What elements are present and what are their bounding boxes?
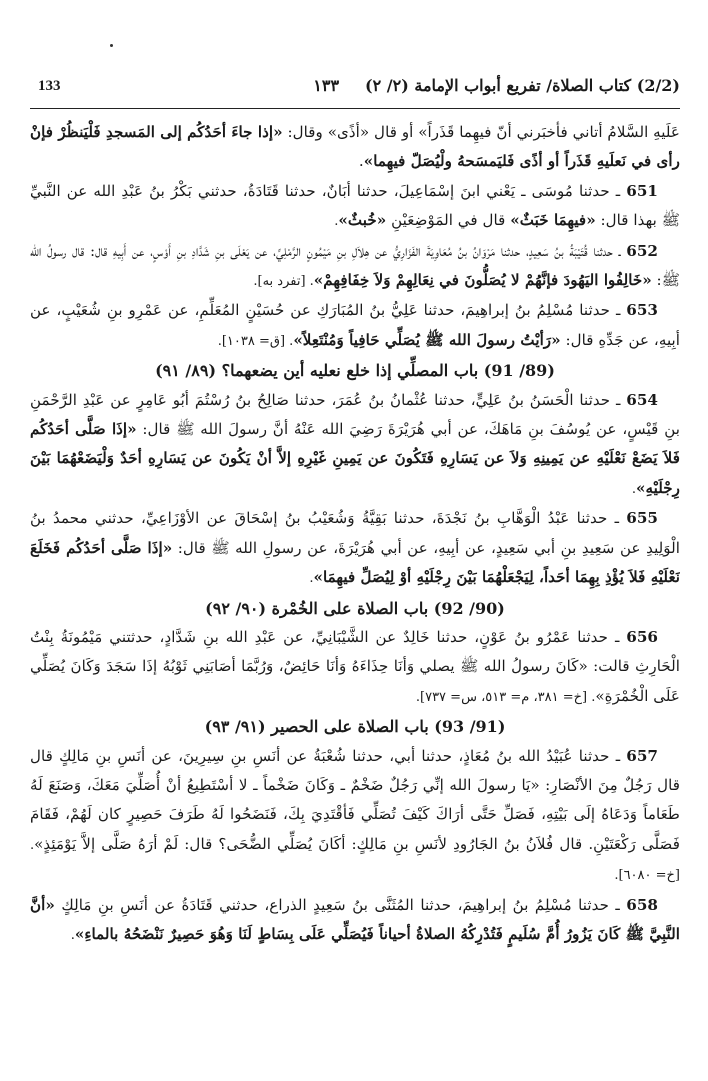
chapter-heading: (91/ 93) باب الصلاة على الحصير (٩١/ ٩٣) [204, 717, 506, 737]
hadith-paragraph [30, 891, 680, 951]
header-right [313, 76, 680, 95]
hadith-paragraph [30, 237, 680, 297]
hadith-matn: «فيهِمَا خَبَثٌ» [510, 211, 596, 230]
hadith-paragraph [30, 386, 680, 505]
hadith-group-3 [30, 623, 680, 712]
scan-mark [110, 44, 113, 47]
page-number-arabic: ١٣٣ [313, 76, 340, 95]
hadith-matn: «رَأيْتُ رسولَ الله ﷺ يُصَلِّي حَافِياً وَمُنْتَعِلاً» [293, 330, 561, 349]
continuation-text: عَلَيهِ السَّلامُ أتاني فأخبَرني أنّ فيهِما قَذَراً» أو قال «أذًى» وقال: [282, 123, 680, 141]
hadith-number: 651 [626, 181, 658, 200]
page-body [30, 118, 680, 1067]
hadith-number: 652 [626, 241, 658, 260]
page-number-latin: 133 [38, 78, 61, 94]
running-header [30, 74, 680, 109]
hadith-reference: . [خ= ٦٠٨٠]. [30, 837, 680, 884]
hadith-matn: «خُبثٌ» [338, 211, 387, 230]
continuation-quote: «إذا جاءَ أحَدُكُم إلى المَسجدِ فَلْيَنظُرْ فإنْ رأى في نَعلَيهِ قَذَراً أو أذًى فَليَمسَحهُ ولْيُصَلّ فيهِما» [30, 123, 680, 171]
hadith-reference: . [309, 571, 314, 587]
hadith-isnad: ـ حدثنا عُبَيْدُ الله بنُ مُعَاذٍ، حدثنا أبي، حدثنا شُعْبَةُ عن أنَسِ بنِ سِيرِينَ، عن أنَسِ بنِ مَالِكٍ قال قال رَجُلٌ مِنَ الأنْصَارِ: «يَا رسولَ الله إنِّي رَجُلٌ ضَخْمٌ ـ وَكَانَ ضَخْماً ـ لا أسْتَطِيعُ أنْ أُصَلِّيَ مَعَكَ، وَصَنَعَ لَهُ طَعَاماً وَدَعَاهُ إلَى بَيْتِهِ، فَصَلِّ حَتَّى أرَاكَ كَيْفَ تُصَلِّي فَأقْتَدِيَ بِكَ، فَنَضَحُوا لَهُ طَرَفَ حَصِيرٍ كان لَهُمْ، فَقَامَ فَصَلَّى رَكْعَتَيْنِ. قال فُلاَنُ بنُ الجَارُودِ لأنَسِ بنِ مَالِكٍ: أكَانَ يُصَلِّي الضُّحَى؟ قال: لَمْ أرَهُ صَلَّى إلاَّ يَوْمَئِذٍ» [30, 746, 680, 853]
hadith-number: 655 [626, 509, 658, 528]
continuation-paragraph [30, 118, 680, 177]
hadith-paragraph [30, 742, 680, 891]
hadith-number: 656 [626, 627, 658, 646]
hadith-matn: «أنَّ النَّبِيَّ ﷺ كَانَ يَزُورُ أُمَّ سُلَيمٍ فَتُدْرِكُهُ الصلاةُ أحياناً فَيُصَلِّي عَلَى بِسَاطٍ لَنَا وَهُوَ حَصِيرٌ نَنْضَحُهُ بالماءِ» [30, 895, 680, 943]
hadith-text: قال في المَوْضِعَيْنِ [386, 211, 511, 230]
hadith-isnad: ـ حدثنا مُوسَى ـ يَعْني ابنَ إسْمَاعِيلَ، حدثنا أبَانٌ، حدثنا قَتَادَةُ، حدثني بَكْرُ بنُ عَبْدِ الله عن النَّبيِّ ﷺ بهذا قال: [30, 181, 680, 230]
hadith-matn: «خَالِفُوا اليَهُودَ فإنَّهُمْ لا يُصَلُّونَ في نِعَالِهِمْ وَلاَ خِفَافِهِمْ» [313, 271, 652, 290]
hadith-reference: . [تفرد به]. [253, 274, 314, 290]
hadith-group-1 [30, 177, 680, 356]
hadith-reference: . [334, 214, 339, 230]
hadith-reference: . [ق= ١٠٣٨]. [217, 333, 294, 349]
hadith-reference: . [631, 481, 637, 497]
hadith-isnad: ـ حدثنا قُتَيْبَةُ بنُ سَعِيدٍ، حدثنا مَرْوَانُ بنُ مُعَاوِيَةَ الفَزَارِيُّ عن هِلاَلِ بنِ مَيْمُونٍ الرَّمْلِيِّ، عن يَعْلَى بنِ شَدَّادِ بنِ أَوْسٍ، عن أَبِيهِ قال: قال رسولُ الله ﷺ: [30, 241, 680, 290]
hadith-group-4 [30, 742, 680, 951]
hadith-isnad: ـ حدثنا مُسْلِمُ بنُ إبراهِيمَ، حدثنا المُثَنَّى بنُ سَعِيدٍ الذراع، حدثني قَتَادَةُ عن أنَسِ بنِ مَالِكٍ [54, 895, 627, 914]
chapter-heading: (89/ 91) باب المصلِّي إذا خلع نعليه أين يضعهما؟ (٨٩/ ٩١) [155, 361, 555, 381]
hadith-isnad: ـ حدثنا عَبْدُ الْوَهَّابِ بنُ نَجْدَةَ، حدثنا بَقِيَّةُ وَشُعَيْبُ بنُ إسْحَاقَ عن الأوْزَاعِيِّ، حدثني محمدُ بنُ الْوَلِيدِ عن سَعِيدِ بنِ أبي سَعِيدٍ، عن أبِيهِ، عن أبي هُرَيْرَةَ، عن رسولِ الله ﷺ قال: [30, 509, 680, 557]
hadith-number: 654 [626, 390, 658, 409]
hadith-number: 657 [626, 746, 658, 765]
hadith-group-2 [30, 386, 680, 594]
hadith-paragraph [30, 504, 680, 593]
hadith-paragraph [30, 623, 680, 712]
header-title: (2/2) كتاب الصلاة/ تفريع أبواب الإمامة (٢/ ٢) [365, 76, 680, 95]
hadith-number: 653 [626, 301, 658, 320]
hadith-isnad: ـ حدثنا مُسْلِمُ بنُ إبراهِيمَ، حدثنا عَلِيُّ بنُ المُبَارَكِ عن حُسَيْنٍ المُعَلِّمِ، عن عَمْرِو بنِ شُعَيْبٍ، عن أبِيهِ، عن جَدِّهِ قال: [30, 301, 680, 349]
hadith-reference: . [70, 927, 75, 943]
hadith-isnad: ـ حدثنا عَمْرُو بنُ عَوْنٍ، حدثنا خَالِدٌ عن الشَّيْبَانِيِّ، عن عَبْدِ الله بنِ شَدَّادٍ، حدثتني مَيْمُونَةُ بِنْتُ الْحَارِثِ قالت: «كَانَ رسولُ الله ﷺ يصلي وَأنَا حِذَاءَهُ وَأنَا حَائِضٌ، وَرُبَّمَا أصَابَنِي ثَوْبُهُ إذَا سَجَدَ وَكَانَ يُصَلِّي عَلَى الْخُمْرَةِ» [30, 627, 680, 705]
hadith-reference: . [خ= ٣٨١، م= ٥١٣، س= ٧٣٧]. [415, 689, 596, 705]
hadith-paragraph [30, 296, 680, 356]
hadith-matn: «إذَا صَلَّى أحَدُكُم فَلاَ يَضَعْ نَعْلَيْهِ عن يَمِينِهِ وَلاَ عن يَسَارِهِ فَتَكُونَ عن يَمِينِ غَيْرِهِ إلاَّ أنْ يَكُونَ عن يَسَارِهِ أحَدٌ وَلْيَضَعْهُمَا بَيْنَ رِجْلَيْهِ» [30, 420, 680, 497]
hadith-paragraph [30, 177, 680, 237]
hadith-matn: «إذَا صَلَّى أحَدُكُم فَخَلَعَ نَعْلَيْهِ فَلاَ يُؤْذِ بِهِمَا أحَداً، لِيَجْعَلْهُمَا بَيْنَ رِجْلَيْهِ أوْ لِيُصَلِّ فيهِمَا» [30, 538, 680, 587]
chapter-heading: (90/ 92) باب الصلاة على الخُمْرة (٩٠/ ٩٢) [205, 598, 505, 618]
continuation-end: . [358, 152, 364, 171]
hadith-number: 658 [626, 895, 658, 914]
hadith-isnad: ـ حدثنا الْحَسَنُ بنُ عَلِيٍّ، حدثنا عُثْمانُ بنُ عُمَرَ، حدثنا صَالِحُ بنُ رُسْتُمَ أبُو عَامِرٍ عن عَبْدِ الرَّحْمَنِ بنِ قَيْسٍ، عن يُوسُفَ بنِ مَاهَكَ، عن أبي هُرَيْرَةَ رَضِيَ الله عَنْهُ أنَّ رسولَ الله ﷺ قال: [30, 390, 680, 439]
